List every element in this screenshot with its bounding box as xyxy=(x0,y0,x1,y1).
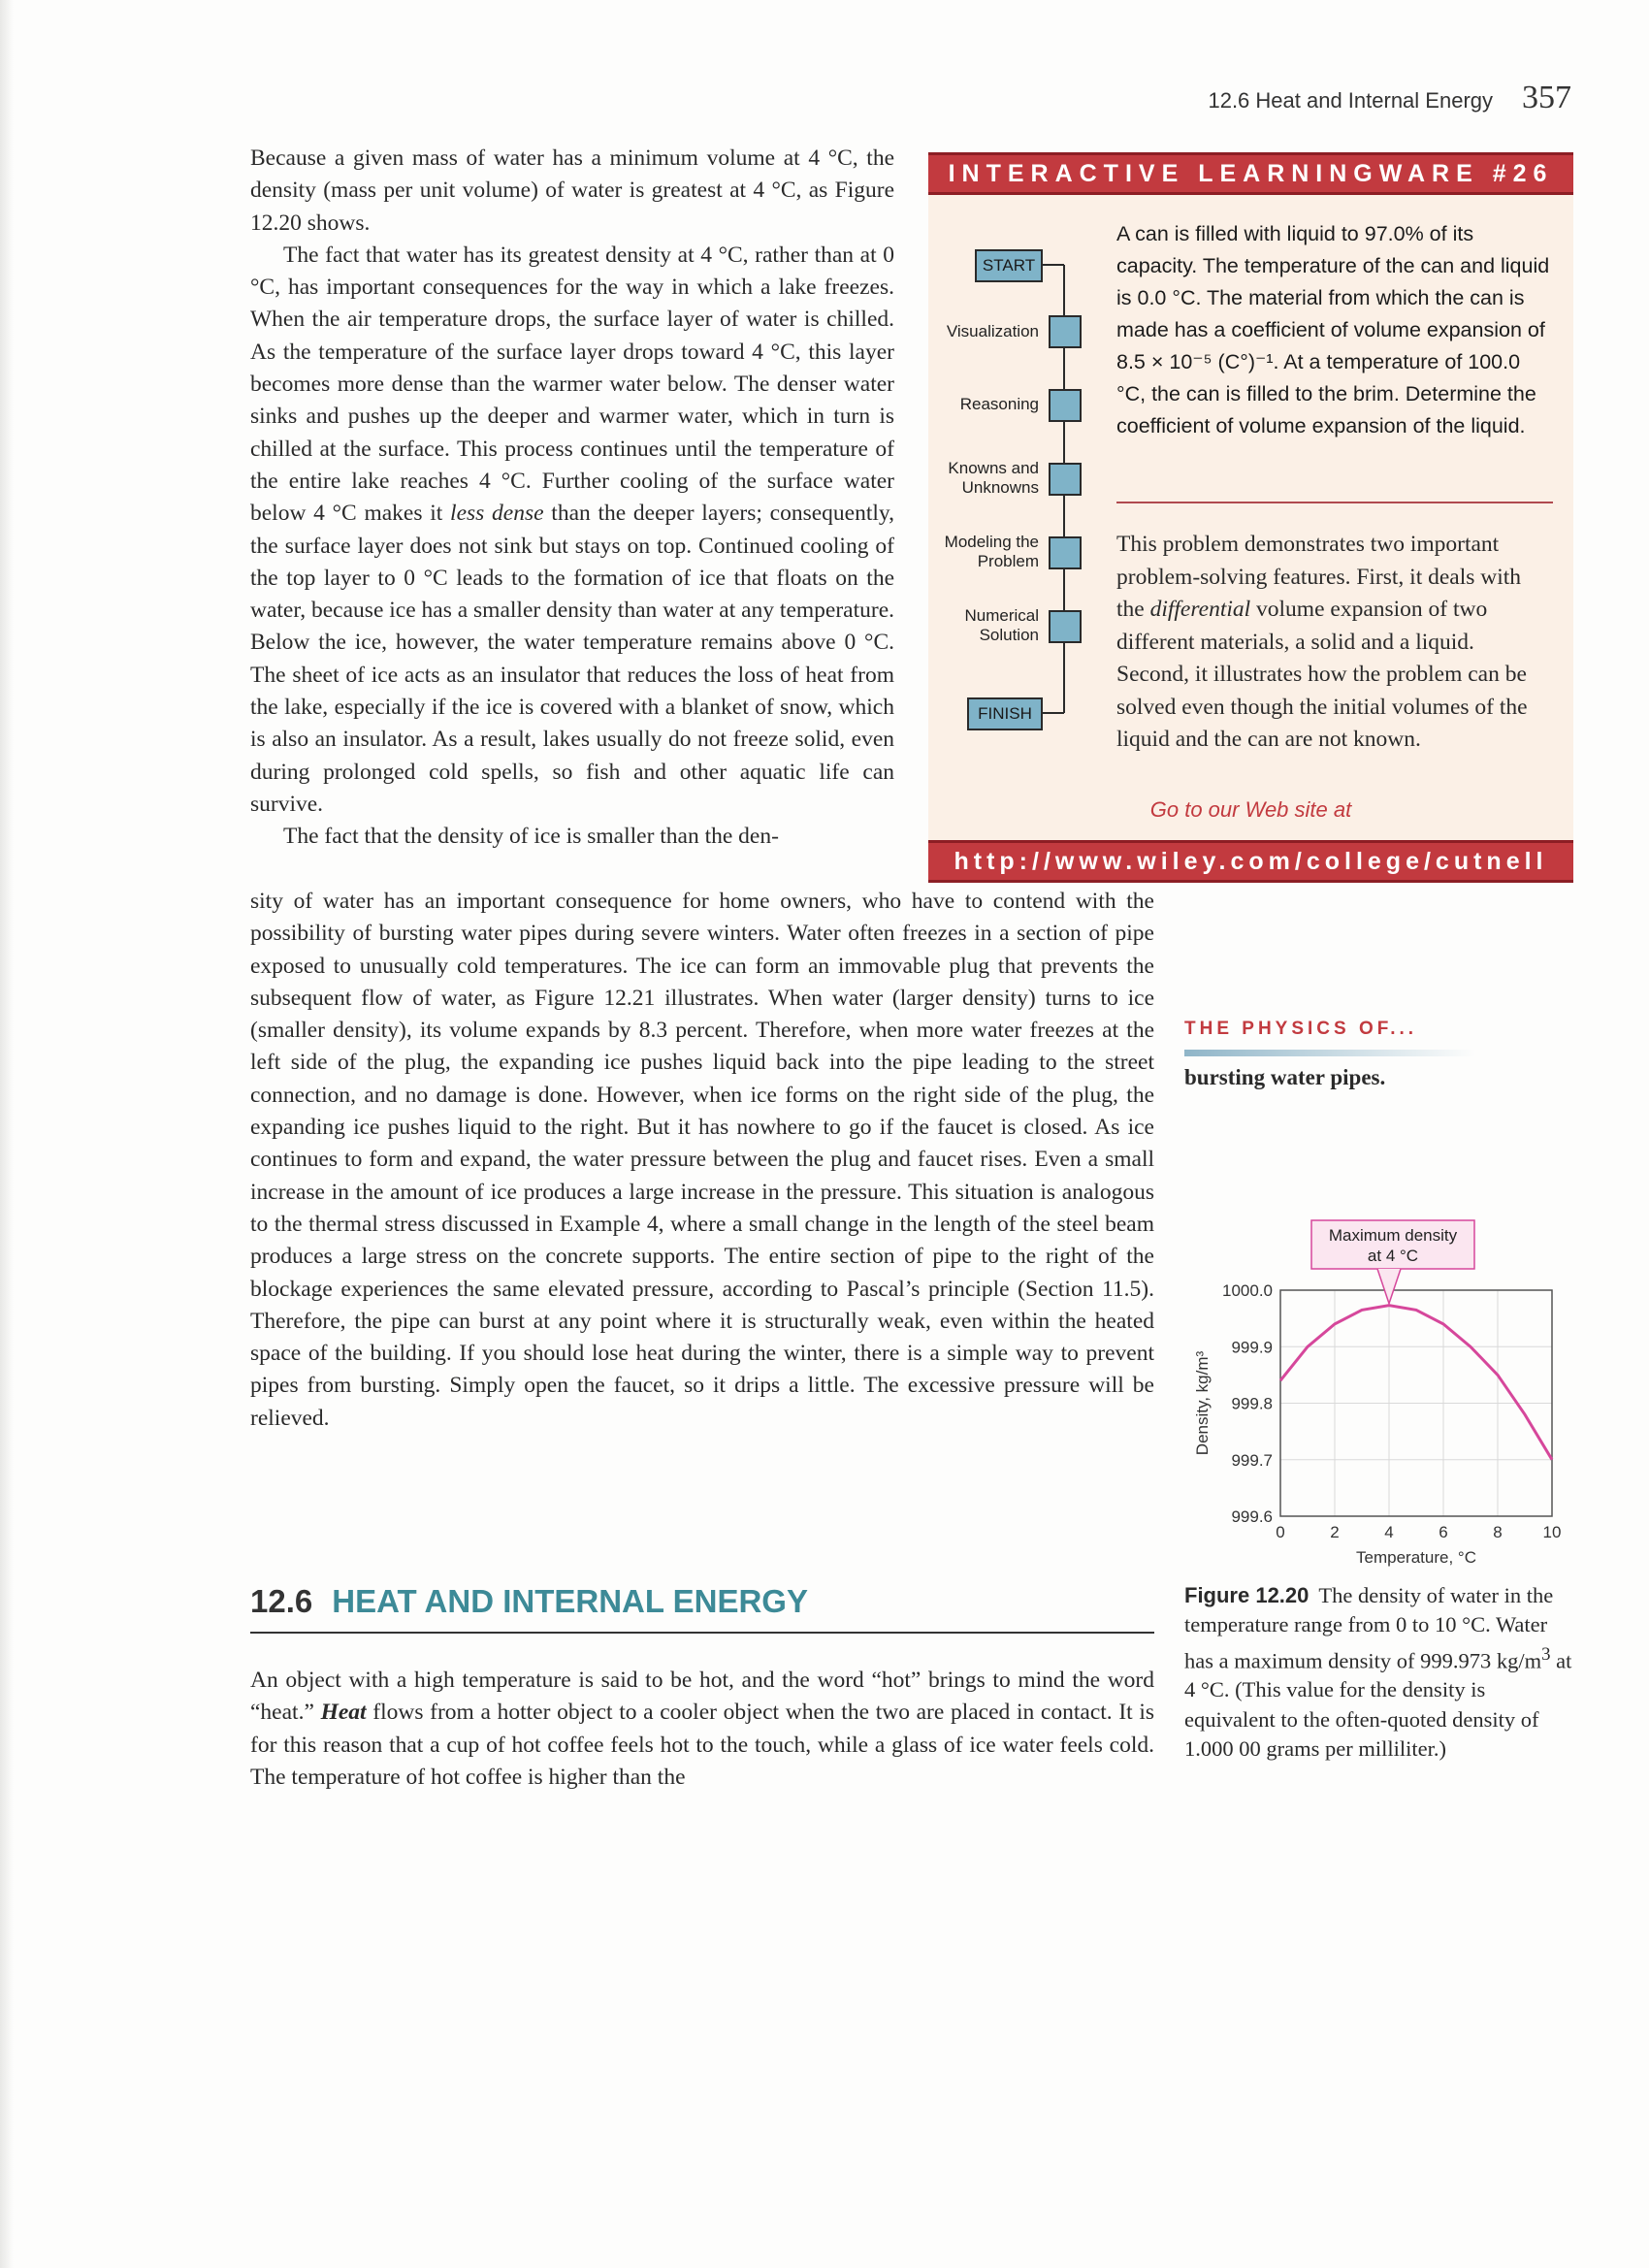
section-rule xyxy=(250,1632,1154,1634)
page-number: 357 xyxy=(1522,80,1571,115)
ilw-step-visualization-label: Visualization xyxy=(946,322,1039,340)
x-tick-label: 8 xyxy=(1493,1523,1503,1541)
page-edge xyxy=(0,0,14,2268)
paragraph-3: sity of water has an important consequence for home owners, who have to contend with the possibility of bursting water pipes during severe winters. Water often freezes in a section of pipe exposed to unusually cold temperatures. The ice can form an immovable plug that prevents the subsequent flow of water, as Figure 12.21 illustrates. When water (larger density) turns to ice (smaller density), its volume expands by 8.3 percent. Therefore, when more water freezes at the left side of the plug, the expanding ice pushes liquid back into the pipe leading to the street connection, and no damage is done. However, when ice forms on the right side of the plug, the expanding ice pushes liquid to the right. But it has nowhere to go if the faucet is closed. As ice continues to form and expand, the water pressure between the plug and faucet rises. Even a small increase in the amount of ice produces a large increase in the pressure. This situation is analogous to the thermal stress discussed in Example 4, where a small change in the length of the steel beam produces a large stress on the concrete supports. The entire section of pipe to the right of the blockage experiences the same elevated pressure, according to Pascal’s principle (Section 11.5). Therefore, the pipe can burst at any point where it is structurally weak, even within the heated space of the building. If you should lose heat during the winter, there is a simple way to prevent pipes from bursting. Simply open the faucet, so it drips a little. The excessive pressure will be relieved. xyxy=(250,889,1154,1431)
callout-text-line-1: Maximum density xyxy=(1328,1226,1458,1245)
chart-ticks xyxy=(1222,1281,1561,1541)
physics-of-heading: THE PHYSICS OF... xyxy=(1184,1019,1418,1039)
y-tick-label: 999.9 xyxy=(1231,1338,1273,1357)
ilw-step-reasoning[interactable] xyxy=(1049,389,1082,422)
running-head xyxy=(1208,80,1571,116)
running-head-section: 12.6 Heat and Internal Energy xyxy=(1208,88,1493,113)
density-curve xyxy=(1280,1306,1552,1460)
paragraph-3-start: The fact that the density of ice is smaller than the den- xyxy=(283,824,779,850)
x-tick-label: 4 xyxy=(1384,1523,1394,1541)
ilw-step-numerical[interactable] xyxy=(1049,610,1082,643)
emphasis-less-dense: less dense xyxy=(450,501,544,527)
ilw-description: This problem demonstrates two important problem-solving features. First, it deals with the differential volume expansion of two different materials, a solid and a liquid. Second, it illustrates how the problem can be solved even though the initial volumes of the liquid and the can are not known. xyxy=(1116,532,1528,752)
ilw-title: INTERACTIVE LEARNINGWARE #26 xyxy=(928,152,1573,195)
x-tick-label: 10 xyxy=(1542,1523,1562,1541)
ilw-step-finish[interactable]: FINISH xyxy=(967,697,1043,730)
ilw-step-numerical-label: Numerical Solution xyxy=(964,606,1039,644)
ilw-step-knowns-label: Knowns and Unknowns xyxy=(948,459,1039,497)
ilw-problem-text: A can is filled with liquid to 97.0% of its capacity. The temperature of the can and liquid is 0.0 °C. The material from which the can is made has a coefficient of volume expansion of 8.5 × 10⁻⁵ (C°)⁻¹. At a temperature of 100.0 °C, the can is filled to the brim. Determine the coefficient of volume expansion of the liquid. xyxy=(1116,222,1550,437)
ilw-divider xyxy=(1116,502,1553,503)
physics-of-topic: bursting water pipes. xyxy=(1184,1065,1386,1089)
ilw-step-reasoning-label: Reasoning xyxy=(959,395,1039,413)
ilw-goto-text: Go to our Web site at xyxy=(1149,797,1352,822)
y-tick-label: 999.8 xyxy=(1231,1394,1273,1413)
x-tick-label: 2 xyxy=(1330,1523,1340,1541)
x-tick-label: 0 xyxy=(1276,1523,1285,1541)
ilw-step-modeling[interactable] xyxy=(1049,536,1082,569)
y-tick-label: 999.6 xyxy=(1231,1507,1273,1526)
x-axis-label: Temperature, °C xyxy=(1356,1548,1476,1567)
callout-pointer xyxy=(1377,1269,1401,1304)
section-body xyxy=(250,1665,1154,1794)
section-heading xyxy=(250,1583,808,1620)
callout-text-line-2: at 4 °C xyxy=(1367,1247,1419,1265)
ilw-box xyxy=(928,152,1573,883)
max-density-callout xyxy=(1311,1220,1474,1304)
x-tick-label: 6 xyxy=(1439,1523,1448,1541)
physics-of-rule xyxy=(1184,1050,1475,1056)
density-chart xyxy=(1179,1213,1586,1581)
y-axis-label: Density, kg/m³ xyxy=(1193,1350,1212,1456)
chart-grid xyxy=(1280,1290,1552,1516)
paragraph-1: Because a given mass of water has a minimum volume at 4 °C, the density (mass per unit volume) of water is greatest at 4 °C, as Figure 12.20 shows. xyxy=(250,146,894,236)
figure-label: Figure 12.20 xyxy=(1184,1583,1310,1607)
section-paragraph: An object with a high temperature is said to be hot, and the word “hot” brings to mind the word “heat.” Heat flows from a hotter object to a cooler object when the two are placed in contact. It is for this reason that a cup of hot coffee feels hot to the touch, while a glass of ice water feels cold. The temperature of hot coffee is higher than the xyxy=(250,1668,1155,1790)
y-tick-label: 999.7 xyxy=(1231,1450,1273,1470)
ilw-step-knowns[interactable] xyxy=(1049,463,1082,496)
body-left-column xyxy=(250,143,894,854)
ilw-step-start[interactable]: START xyxy=(975,249,1043,282)
ilw-step-visualization[interactable] xyxy=(1049,315,1082,348)
ilw-url-link[interactable]: http://www.wiley.com/college/cutnell xyxy=(928,840,1573,883)
section-title: HEAT AND INTERNAL ENERGY xyxy=(332,1583,808,1619)
term-heat: Heat xyxy=(320,1700,367,1726)
body-full-column xyxy=(250,886,1154,1435)
section-number: 12.6 xyxy=(250,1583,313,1619)
ilw-step-modeling-label: Modeling the Problem xyxy=(944,533,1039,570)
emphasis-differential: differential xyxy=(1149,597,1251,622)
figure-caption: Figure 12.20 The density of water in the temperature range from 0 to 10 °C. Water has a maximum density of 999.973 $kg/m^3$ at 4 °C. (This value for the density is equivalent to the often-quoted density of 1.000 00 grams per milliliter.) xyxy=(1184,1583,1572,1761)
paragraph-2: The fact that water has its greatest density at 4 °C, rather than at 0 °C, has important consequences for the way in which a lake freezes. When the air temperature drops, the surface layer of water is chilled. As the temperature of the surface layer drops toward 4 °C, this layer becomes more dense than the warmer water below. The denser water sinks and pushes up the deeper and warmer water, which in turn is chilled at the surface. This process continues until the temperature of the entire lake reaches 4 °C. Further cooling of the surface water below 4 °C makes it less dense than the deeper layers; consequently, the surface layer does not sink but stays on top. Continued cooling of the top layer to 0 °C leads to the formation of ice that floats on the water, because ice has a smaller density than water at any temperature. Below the ice, however, the water temperature remains above 0 °C. The sheet of ice acts as an insulator that reduces the loss of heat from the lake, especially if the ice is covered with a blanket of snow, which is also an insulator. As a result, lakes usually do not freeze solid, even during prolonged cold spells, so fish and other aquatic life can survive. xyxy=(250,242,895,817)
y-tick-label: 1000.0 xyxy=(1222,1281,1273,1300)
